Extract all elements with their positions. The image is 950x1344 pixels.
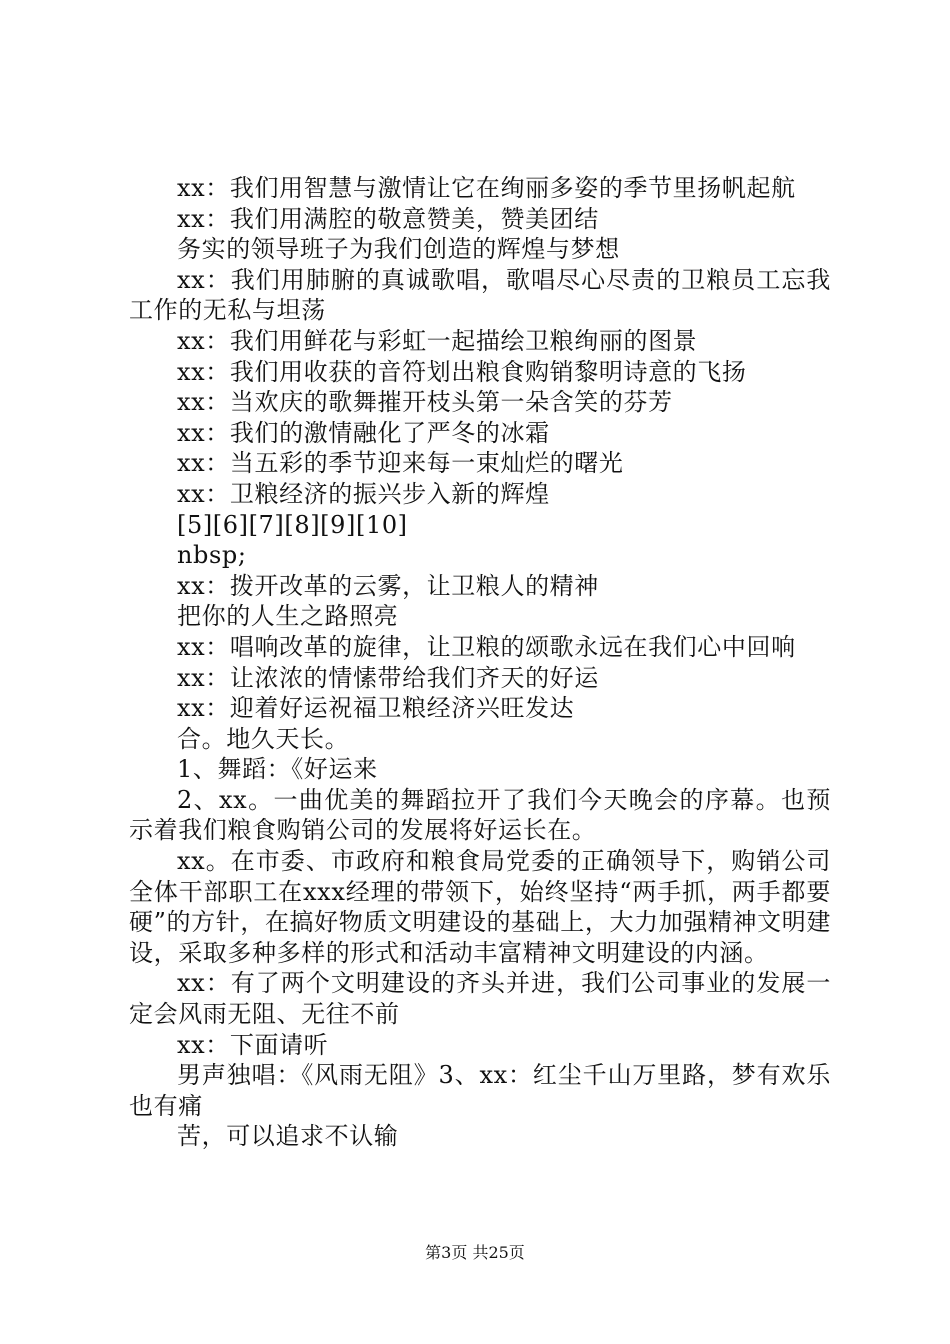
paragraph: xx：我们用鲜花与彩虹一起描绘卫粮绚丽的图景 [177,326,698,355]
document-body [129,173,831,1152]
paragraph: xx：拨开改革的云雾，让卫粮人的精神 [177,571,599,600]
program-item: 2、xx。一曲优美的舞蹈拉开了我们今天晚会的序幕。也预示着我们粮食购销公司的发展将好运长在。 [129,785,831,845]
paragraph: xx：当五彩的季节迎来每一束灿烂的曙光 [177,449,624,478]
paragraph: 把你的人生之路照亮 [177,602,399,631]
paragraph: 苦，可以追求不认输 [177,1122,399,1151]
paragraph: xx：我们用收获的音符划出粮食购销黎明诗意的飞扬 [177,357,747,386]
paragraph: xx：我们用智慧与激情让它在绚丽多姿的季节里扬帆起航 [177,174,796,202]
paragraph: xx：下面请听 [177,1030,329,1059]
program-item: 1、舞蹈：《好运来 [177,755,378,784]
paragraph: xx：卫粮经济的振兴步入新的辉煌 [177,479,550,508]
paragraph: 务实的领导班子为我们创造的辉煌与梦想 [177,235,620,264]
paragraph: xx：我们用肺腑的真诚歌唱，歌唱尽心尽责的卫粮员工忘我工作的无私与坦荡 [129,265,831,325]
program-item: 男声独唱：《风雨无阻》3、xx：红尘千山万里路，梦有欢乐也有痛 [129,1061,831,1120]
paragraph: xx：唱响改革的旋律，让卫粮的颂歌永远在我们心中回响 [177,632,796,661]
page-link-list: [5][6][7][8][9][10] [177,510,408,539]
paragraph: xx：有了两个文明建设的齐头并进，我们公司事业的发展一定会风雨无阻、无往不前 [129,969,831,1029]
page-footer [0,1243,950,1263]
paragraph: 合。地久天长。 [177,724,350,753]
page-number-label: 第3页 共25页 [425,1243,525,1262]
paragraph: xx：我们的激情融化了严冬的冰霜 [177,418,550,447]
paragraph: xx：让浓浓的情愫带给我们齐天的好运 [177,663,599,692]
paragraph: xx：我们用满腔的敬意赞美，赞美团结 [177,204,599,233]
paragraph: nbsp; [177,541,247,570]
paragraph: xx：当欢庆的歌舞摧开枝头第一朵含笑的芬芳 [177,388,673,417]
paragraph: xx：迎着好运祝福卫粮经济兴旺发达 [177,694,575,723]
paragraph: xx。在市委、市政府和粮食局党委的正确领导下，购销公司全体干部职工在xxx经理的带领下，始终坚持“两手抓，两手都要硬”的方针，在搞好物质文明建设的基础上，大力加强精神文明建设，采取多种多样的形式和活动丰富精神文明建设的内涵。 [129,847,831,967]
